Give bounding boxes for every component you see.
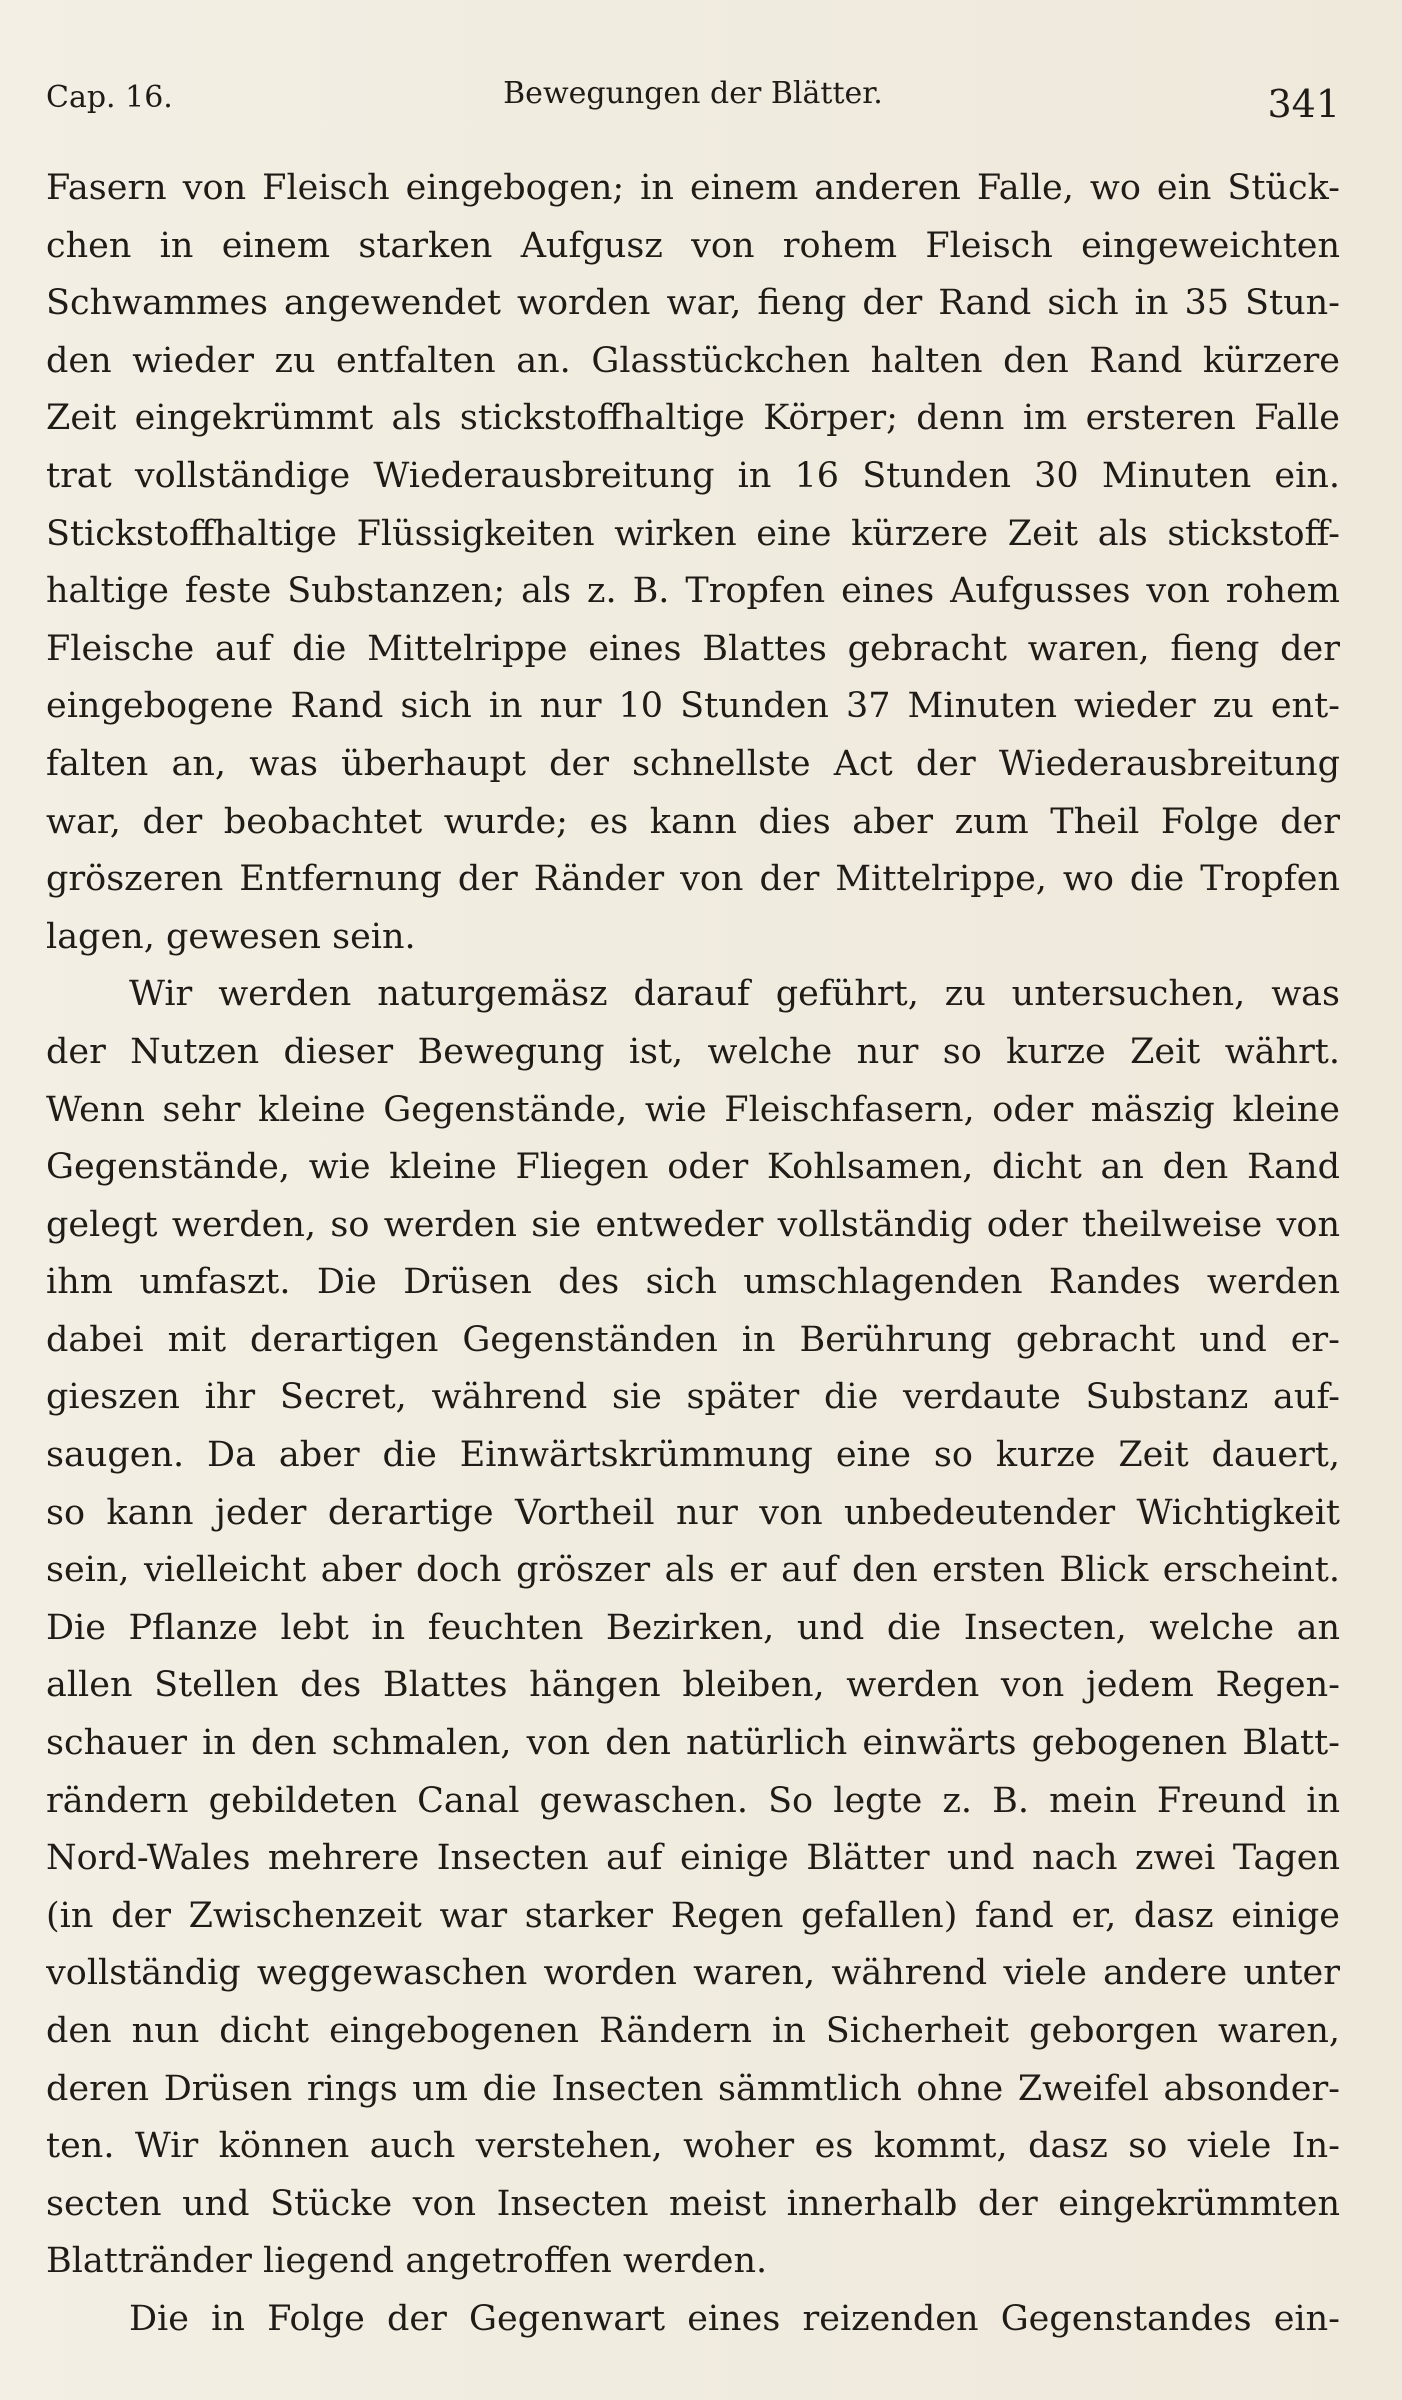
text-line: dabei mit derartigen Gegenständen in Berührung gebracht und er- xyxy=(46,1319,1340,1360)
text-line: (in der Zwischenzeit war starker Regen gefallen) fand er, dasz einige xyxy=(46,1895,1340,1936)
text-line: vollständig weggewaschen worden waren, während viele andere unter xyxy=(46,1953,1340,1994)
text-line: schauer in den schmalen, von den natürlich einwärts gebogenen Blatt- xyxy=(46,1723,1340,1764)
text-line: rändern gebildeten Canal gewaschen. So legte z. B. mein Freund in xyxy=(46,1780,1340,1821)
text-line: haltige feste Substanzen; als z. B. Tropfen eines Aufgusses von rohem xyxy=(46,571,1340,612)
text-line: chen in einem starken Aufgusz von rohem Fleisch eingeweichten xyxy=(46,225,1340,266)
text-line: Stickstoffhaltige Flüssigkeiten wirken eine kürzere Zeit als stickstoff- xyxy=(46,513,1340,554)
text-line: secten und Stücke von Insecten meist innerhalb der eingekrümmten xyxy=(46,2183,1340,2224)
text-line: Blattränder liegend angetroffen werden. xyxy=(46,2241,768,2282)
text-line: ten. Wir können auch verstehen, woher es kommt, dasz so viele In- xyxy=(46,2126,1340,2167)
text-line: Gegenstände, wie kleine Fliegen oder Kohlsamen, dicht an den Rand xyxy=(46,1147,1340,1188)
text-line: den wieder zu entfalten an. Glasstückchen halten den Rand kürzere xyxy=(46,340,1340,381)
text-line: deren Drüsen rings um die Insecten sämmtlich ohne Zweifel absonder- xyxy=(46,2068,1340,2109)
paragraph-start-line: Die in Folge der Gegenwart eines reizenden Gegenstandes ein- xyxy=(129,2298,1340,2339)
text-line: den nun dicht eingebogenen Rändern in Sicherheit geborgen waren, xyxy=(46,2011,1340,2051)
text-line: trat vollständige Wiederausbreitung in 16 Stunden 30 Minuten ein. xyxy=(46,455,1340,496)
text-line: gieszen ihr Secret, während sie später die verdaute Substanz auf- xyxy=(46,1377,1340,1418)
paragraph-start-line: Wir werden naturgemäsz darauf geführt, zu untersuchen, was xyxy=(129,974,1340,1015)
text-line: Nord-Wales mehrere Insecten auf einige Blätter und nach zwei Tagen xyxy=(46,1838,1340,1879)
text-line: Wenn sehr kleine Gegenstände, wie Fleischfasern, oder mäszig kleine xyxy=(46,1089,1340,1130)
text-line: falten an, was überhaupt der schnellste Act der Wiederausbreitung xyxy=(46,743,1340,784)
chapter-label: Cap. 16. xyxy=(46,80,173,115)
page-body xyxy=(46,160,1340,2349)
text-line: so kann jeder derartige Vortheil nur von unbedeutender Wichtigkeit xyxy=(46,1492,1340,1533)
running-header xyxy=(46,76,1340,126)
text-line: Die Pflanze lebt in feuchten Bezirken, und die Insecten, welche an xyxy=(46,1607,1340,1648)
text-line: lagen, gewesen sein. xyxy=(46,916,416,957)
page-number: 341 xyxy=(1267,82,1340,126)
text-line: Fleische auf die Mittelrippe eines Blattes gebracht waren, fieng der xyxy=(46,628,1340,669)
text-line: saugen. Da aber die Einwärtskrümmung eine so kurze Zeit dauert, xyxy=(46,1435,1340,1476)
text-line: Fasern von Fleisch eingebogen; in einem anderen Falle, wo ein Stück- xyxy=(46,168,1340,208)
text-line: sein, vielleicht aber doch gröszer als er auf den ersten Blick erscheint. xyxy=(46,1550,1340,1591)
text-line: gelegt werden, so werden sie entweder vollständig oder theilweise von xyxy=(46,1204,1340,1245)
text-line: ihm umfaszt. Die Drüsen des sich umschlagenden Randes werden xyxy=(46,1262,1340,1303)
text-line: Zeit eingekrümmt als stickstoffhaltige Körper; denn im ersteren Falle xyxy=(46,398,1340,439)
text-line: war, der beobachtet wurde; es kann dies aber zum Theil Folge der xyxy=(46,801,1340,842)
running-title: Bewegungen der Blätter. xyxy=(503,76,883,111)
text-line: Schwammes angewendet worden war, fieng der Rand sich in 35 Stun- xyxy=(46,283,1340,324)
text-line: gröszeren Entfernung der Ränder von der Mittelrippe, wo die Tropfen xyxy=(46,859,1340,900)
text-line: eingebogene Rand sich in nur 10 Stunden 37 Minuten wieder zu ent- xyxy=(46,686,1340,727)
text-line: allen Stellen des Blattes hängen bleiben, werden von jedem Regen- xyxy=(46,1665,1340,1706)
text-line: der Nutzen dieser Bewegung ist, welche nur so kurze Zeit währt. xyxy=(46,1031,1340,1072)
